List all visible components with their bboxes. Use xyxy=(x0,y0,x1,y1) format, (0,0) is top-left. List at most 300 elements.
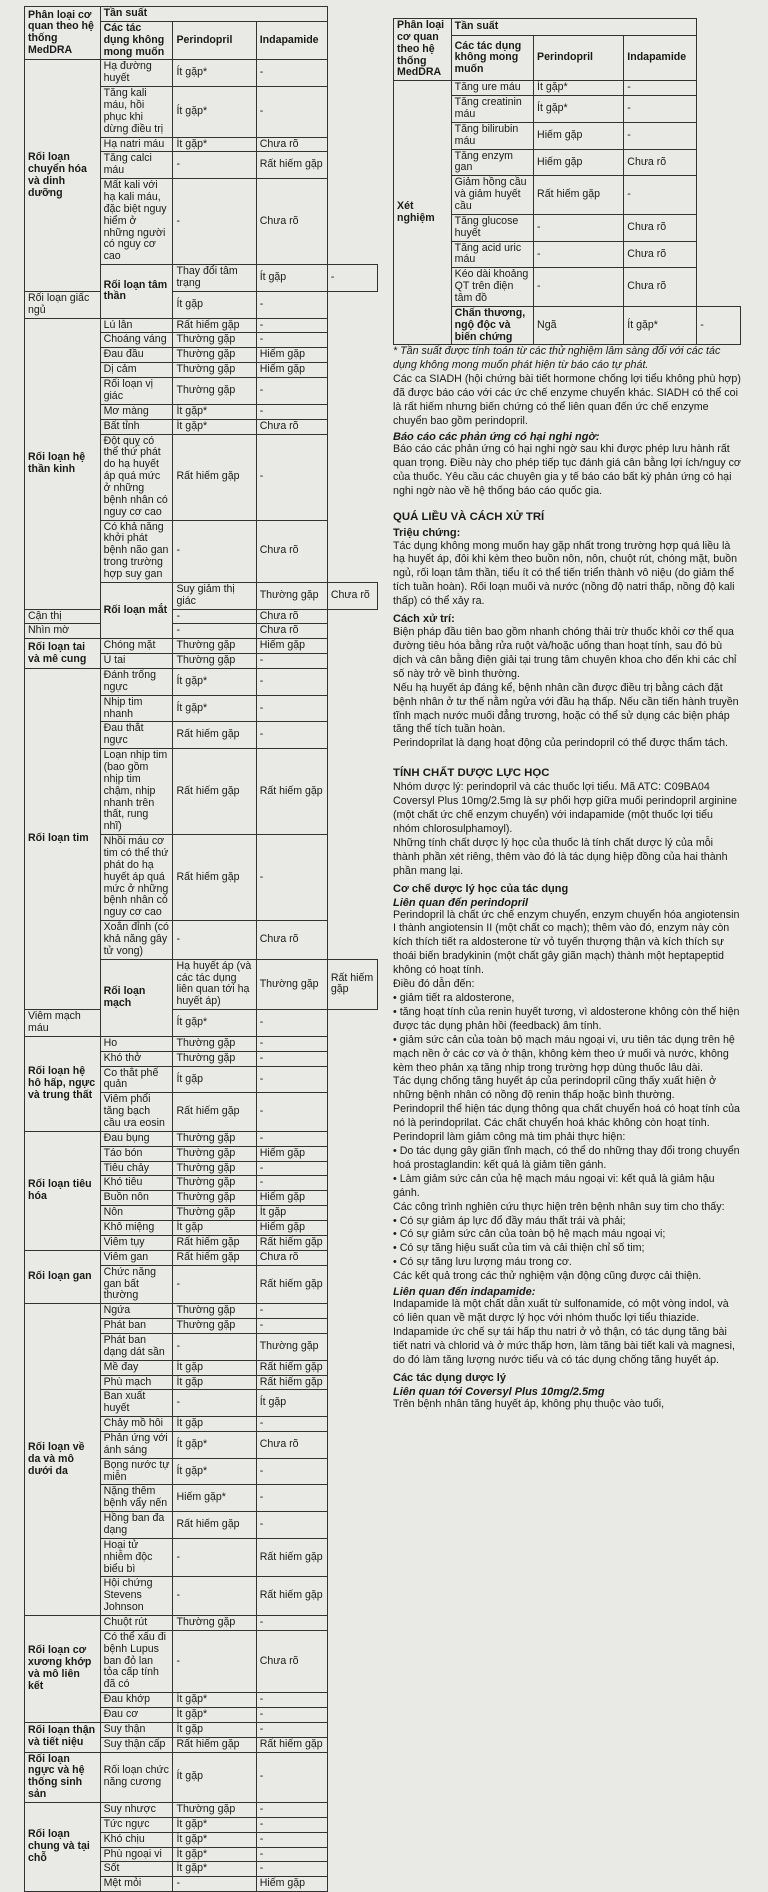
indapamide-frequency-cell: Rất hiếm gặp xyxy=(256,1737,327,1752)
antihypertensive-paragraph: Tác dụng chống tăng huyết áp của perindopril cũng thấy xuất hiện ở những bệnh nhân có nồng độ renin thấp hoặc bình thường. xyxy=(393,1075,717,1102)
perindopril-frequency-cell: - xyxy=(173,624,256,639)
indapamide-frequency-cell: - xyxy=(256,668,327,695)
adverse-effect-cell: Đau thắt ngực xyxy=(100,722,173,749)
perindopril-frequency-cell: Thường gặp xyxy=(173,1319,256,1334)
adverse-effect-cell: Tiêu chảy xyxy=(100,1161,173,1176)
perindopril-frequency-cell: Ít gặp xyxy=(173,1417,256,1432)
perindopril-paragraph: Perindopril là chất ức chế enzym chuyển, enzym chuyển hóa angiotensin I thành angiotensin II (một chất co mạch); thêm vào đó, enzym này còn kích thích tiết ra aldosterone từ vỏ tuyến thượng thận và kích thích sự thoái biến bradykinin (một chất gây giãn mạch) thành một heptapeptid không có hoạt tính. xyxy=(393,908,740,977)
organ-class-cell: Xét nghiệm xyxy=(394,81,452,345)
table-row xyxy=(25,668,378,695)
organ-class-cell: Rối loạn cơ xương khớp và mô liên kết xyxy=(25,1615,101,1722)
adverse-effect-cell: Chóng mặt xyxy=(100,639,173,654)
indapamide-frequency-cell: - xyxy=(624,122,697,149)
adverse-effect-cell: Hạ huyết áp (và các tác dụng liên quan tới hạ huyết áp) xyxy=(173,959,256,1009)
studies-paragraph: Các công trình nghiên cứu thực hiện trên bệnh nhân suy tim cho thấy: xyxy=(393,1200,725,1213)
organ-class-cell: Rối loạn chuyển hóa và dinh dưỡng xyxy=(25,60,101,291)
perindopril-frequency-cell: Thường gặp xyxy=(173,1304,256,1319)
adverse-effect-cell: Loạn nhịp tim (bao gồm nhịp tim chậm, nhịp nhanh trên thất, rung nhĩ) xyxy=(100,749,173,835)
indapamide-frequency-cell: Chưa rõ xyxy=(256,921,327,960)
indapamide-frequency-cell: Chưa rõ xyxy=(624,214,697,241)
perindopril-frequency-cell: Ít gặp* xyxy=(173,1010,256,1037)
adverse-effect-cell: Mề đay xyxy=(100,1360,173,1375)
indapamide-frequency-cell: - xyxy=(624,176,697,215)
adverse-effect-cell: Khó chịu xyxy=(100,1832,173,1847)
symptoms-paragraph: Tác dụng không mong muốn hay gặp nhất trong trường hợp quá liều là hạ huyết áp, đôi khi kèm theo buồn nôn, nôn, chuột rút, chóng mặt, buồn ngủ, rối loạn tâm thần, tiểu ít có thể tiến triển thành vô niệu (do giảm thể tích tuần hoàn). Rối loạn muối và nước (nồng độ natri thấp, nồng độ kali thấp) có thể xảy ra. xyxy=(393,539,738,608)
adverse-effect-cell: Nặng thêm bệnh vẩy nến xyxy=(100,1485,173,1512)
indapamide-frequency-cell: Chưa rõ xyxy=(256,137,327,152)
adverse-effect-cell: Tăng ure máu xyxy=(451,81,533,96)
perindopril-frequency-cell: Ít gặp* xyxy=(173,1847,256,1862)
organ-class-header: Phân loại cơ quan theo hệ thống MedDRA xyxy=(394,19,452,81)
left-column xyxy=(24,6,378,1892)
treatment-heading: Cách xử trí: xyxy=(393,613,455,626)
indapamide-frequency-cell: - xyxy=(256,1708,327,1723)
right-column xyxy=(393,18,741,1411)
adverse-effect-cell: Choáng váng xyxy=(100,333,173,348)
table-header-row xyxy=(25,7,378,22)
pharm-properties: Những tính chất dược lý học của thuốc là tính chất dược lý của mỗi thành phần xét riêng, thêm vào đó là tác dụng hiệp đồng của hai thành phần mang lại. xyxy=(393,836,728,877)
perindopril-frequency-cell: Ít gặp xyxy=(173,1375,256,1390)
table-row xyxy=(25,624,378,639)
perindopril-frequency-cell: - xyxy=(173,1265,256,1304)
adverse-effect-cell: Rối loạn chức năng cương xyxy=(100,1752,173,1802)
pharmacodynamics-heading: TÍNH CHẤT DƯỢC LỰC HỌC xyxy=(393,767,550,780)
indapamide-frequency-cell: Ít gặp xyxy=(256,1390,327,1417)
organ-class-cell: Rối loạn tai và mê cung xyxy=(25,639,101,669)
indapamide-frequency-cell: Chưa rõ xyxy=(256,609,327,624)
indapamide-frequency-cell: - xyxy=(256,1093,327,1132)
mechanism-heading: Cơ chế dược lý học của tác dụng xyxy=(393,882,569,895)
leads-to: Điều đó dẫn đến: xyxy=(393,978,475,991)
adverse-effect-cell: Nhịp tim nhanh xyxy=(100,695,173,722)
adverse-effect-cell: Viêm tụy xyxy=(100,1235,173,1250)
effects-heading: Các tác dụng dược lý xyxy=(393,1371,506,1384)
adverse-effect-cell: Nhồi máu cơ tim có thể thứ phát do hạ huyết áp quá mức ở những bệnh nhân có nguy cơ cao xyxy=(100,835,173,921)
organ-class-cell: Rối loạn thận và tiết niệu xyxy=(25,1722,101,1752)
frequency-header: Tần suất xyxy=(451,19,697,36)
adverse-effect-cell: Khó tiêu xyxy=(100,1176,173,1191)
frequency-header: Tần suất xyxy=(100,7,327,22)
symptoms-heading: Triệu chứng: xyxy=(393,526,461,539)
indapamide-frequency-cell: Chưa rõ xyxy=(256,419,327,434)
indapamide-frequency-cell: Rất hiếm gặp xyxy=(256,1360,327,1375)
perindopril-frequency-cell: Thường gặp xyxy=(173,654,256,669)
perindopril-frequency-cell: - xyxy=(173,1333,256,1360)
indapamide-frequency-cell: - xyxy=(256,1862,327,1877)
indapamide-frequency-cell: - xyxy=(256,1161,327,1176)
table-body xyxy=(394,81,741,345)
organ-class-cell: Rối loạn mắt xyxy=(100,582,173,638)
indapamide-frequency-cell: - xyxy=(256,1485,327,1512)
indapamide-frequency-cell: Hiếm gặp xyxy=(256,348,327,363)
adverse-effect-cell: Bất tỉnh xyxy=(100,419,173,434)
adverse-effect-cell: Tăng glucose huyết xyxy=(451,214,533,241)
indapamide-frequency-cell: Hiếm gặp xyxy=(256,1877,327,1892)
indapamide-frequency-cell: Rất hiếm gặp xyxy=(256,1375,327,1390)
bullet: • Có sự giảm áp lực đổ đầy máu thất trái và phải; xyxy=(393,1214,626,1227)
metabolite-paragraph: Perindopril thể hiện tác dụng thông qua chất chuyển hoá có hoạt tính của nó là perindoprilat. Các chất chuyển hoá khác không còn hoạt tính. xyxy=(393,1103,741,1130)
indapamide-frequency-cell: Chưa rõ xyxy=(256,1431,327,1458)
adverse-effect-cell: Tăng kali máu, hồi phục khi dừng điều trị xyxy=(100,87,173,137)
indapamide-frequency-cell: Chưa rõ xyxy=(624,241,697,268)
adverse-effect-cell: Táo bón xyxy=(100,1146,173,1161)
indapamide-frequency-cell: - xyxy=(624,96,697,123)
organ-class-cell: Rối loạn gan xyxy=(25,1250,101,1303)
report-heading: Báo cáo các phản ứng có hại nghi ngờ: xyxy=(393,430,600,443)
perindopril-frequency-cell: Rất hiếm gặp xyxy=(534,176,624,215)
adverse-effect-cell: Hạ natri máu xyxy=(100,137,173,152)
indapamide-frequency-cell: - xyxy=(256,1417,327,1432)
perindopril-header: Perindopril xyxy=(173,21,256,60)
adverse-effect-cell: Nôn xyxy=(100,1206,173,1221)
adverse-effect-cell: Bọng nước tự miễn xyxy=(100,1458,173,1485)
perindopril-frequency-cell: Thường gặp xyxy=(173,1131,256,1146)
indapamide-frequency-cell: - xyxy=(256,434,327,520)
adverse-effect-cell: Ho xyxy=(100,1036,173,1051)
perindopril-frequency-cell: Ít gặp* xyxy=(173,1431,256,1458)
perindopril-frequency-cell: Rất hiếm gặp xyxy=(173,1250,256,1265)
perindopril-frequency-cell: Rất hiếm gặp xyxy=(173,434,256,520)
indapamide-frequency-cell: - xyxy=(256,1036,327,1051)
indapamide-frequency-cell: - xyxy=(256,1176,327,1191)
adverse-effect-cell: Tức ngực xyxy=(100,1817,173,1832)
indapamide-frequency-cell: - xyxy=(256,1847,327,1862)
table-body xyxy=(25,60,378,1892)
siadh-paragraph: Các ca SIADH (hội chứng bài tiết hormone chống lợi tiểu không phù hợp) đã được báo cáo với các ức chế enzyme chuyển khác. SIADH có thể coi là rất hiếm nhưng biến chứng có thể liên quan đến ức chế enzyme chuyển bao gồm perindopril. xyxy=(393,373,741,428)
adverse-effect-cell: Nhìn mờ xyxy=(25,624,101,639)
perindopril-frequency-cell: Thường gặp xyxy=(173,639,256,654)
adverse-effect-cell: Khó thở xyxy=(100,1051,173,1066)
indapamide-frequency-cell: - xyxy=(256,291,327,318)
perindopril-frequency-cell: Thường gặp xyxy=(256,959,327,1009)
indapamide-frequency-cell: - xyxy=(256,1722,327,1737)
organ-class-cell: Rối loạn chung và tại chỗ xyxy=(25,1803,101,1892)
indapamide-frequency-cell: Chưa rõ xyxy=(327,582,377,609)
perindopril-frequency-cell: Thường gặp xyxy=(173,1803,256,1818)
indapamide-frequency-cell: - xyxy=(256,1131,327,1146)
indapamide-frequency-cell: Chưa rõ xyxy=(256,179,327,265)
bullet: • tăng hoạt tính của renin huyết tương, vì aldosterone không còn thể hiện được tác dụng phản hồi (feedback) âm tính. xyxy=(393,1005,740,1032)
adverse-effect-cell: Lú lẫn xyxy=(100,318,173,333)
perindopril-frequency-cell: Rất hiếm gặp xyxy=(173,318,256,333)
table-row xyxy=(25,1722,378,1737)
adverse-effect-cell: Giảm hồng cầu và giảm huyết cầu xyxy=(451,176,533,215)
pharm-group: Nhóm dược lý: perindopril và các thuốc lợi tiểu. Mã ATC: C09BA04 xyxy=(393,781,710,794)
adverse-effects-table-continued xyxy=(393,18,741,345)
perindopril-frequency-cell: Ít gặp xyxy=(173,1722,256,1737)
indapamide-frequency-cell: Rất hiếm gặp xyxy=(256,1538,327,1577)
indapamide-frequency-cell: Hiếm gặp xyxy=(256,1191,327,1206)
treatment-paragraph-3: Perindoprilat là dạng hoạt động của perindopril có thể được thẩm tách. xyxy=(393,737,728,750)
perindopril-frequency-cell: Rất hiếm gặp xyxy=(173,1512,256,1539)
report-paragraph: Báo cáo các phản ứng có hại nghi ngờ sau khi được phép lưu hành rất quan trọng. Điều này cho phép tiếp tục đánh giá cân bằng lợi ích/nguy cơ của thuốc. Yêu cầu các chuyên gia y tế báo cáo bất kỳ phản ứng có hại nghi ngờ nào về hệ thống báo cáo quốc gia. xyxy=(393,442,741,497)
perindopril-frequency-cell: - xyxy=(173,609,256,624)
perindopril-frequency-cell: Ít gặp* xyxy=(173,1708,256,1723)
adverse-effect-cell: Buồn nôn xyxy=(100,1191,173,1206)
perindopril-header: Perindopril xyxy=(534,36,624,81)
adverse-effect-cell: Ù tai xyxy=(100,654,173,669)
adverse-effect-cell: Đánh trống ngực xyxy=(100,668,173,695)
perindopril-frequency-cell: Ít gặp xyxy=(173,291,256,318)
table-row xyxy=(25,1250,378,1265)
adverse-effect-cell: Phát ban xyxy=(100,1319,173,1334)
organ-class-cell: Rối loạn về da và mô dưới da xyxy=(25,1304,101,1616)
indapamide-frequency-cell: - xyxy=(697,306,741,345)
perindopril-frequency-cell: - xyxy=(173,1877,256,1892)
pharm-description: Coversyl Plus 10mg/2.5mg là sự phối hợp giữa muối perindopril arginine (một chất ức chế enzym chuyển) với indapamide (một thuốc lợi tiểu nhóm chlorosulphamoyl). xyxy=(393,795,737,835)
perindopril-frequency-cell: Thường gặp xyxy=(173,1036,256,1051)
organ-class-cell: Rối loạn hệ hô hấp, ngực và trung thất xyxy=(25,1036,101,1131)
perindopril-frequency-cell: - xyxy=(173,1390,256,1417)
indapamide-frequency-cell: Hiếm gặp xyxy=(256,639,327,654)
adverse-effect-cell: Suy giảm thị giác xyxy=(173,582,256,609)
adverse-effect-cell: Viêm phổi tăng bạch cầu ưa eosin xyxy=(100,1093,173,1132)
perindopril-frequency-cell: Rất hiếm gặp xyxy=(173,1235,256,1250)
perindopril-frequency-cell: Ít gặp xyxy=(256,265,327,292)
perindopril-frequency-cell: Ít gặp* xyxy=(173,137,256,152)
adverse-effect-cell: Tăng calci máu xyxy=(100,152,173,179)
adverse-effect-cell: Khô miệng xyxy=(100,1221,173,1236)
adverse-effect-cell: Phản ứng với ánh sáng xyxy=(100,1431,173,1458)
adverse-effect-cell: Suy nhược xyxy=(100,1803,173,1818)
bullet: • Có sự tăng hiệu suất của tim và cải thiện chỉ số tim; xyxy=(393,1242,645,1255)
adverse-effect-cell: Co thắt phế quản xyxy=(100,1066,173,1093)
perindopril-frequency-cell: - xyxy=(534,214,624,241)
perindopril-frequency-cell: Thường gặp xyxy=(173,333,256,348)
adverse-effect-cell: Tăng bilirubin máu xyxy=(451,122,533,149)
adverse-effect-cell: Hội chứng Stevens Johnson xyxy=(100,1577,173,1616)
indapamide-frequency-cell: - xyxy=(624,81,697,96)
adverse-effect-cell: Phù ngoại vi xyxy=(100,1847,173,1862)
perindopril-frequency-cell: Ít gặp* xyxy=(173,1832,256,1847)
indapamide-header: Indapamide xyxy=(256,21,327,60)
indapamide-frequency-cell: Chưa rõ xyxy=(624,149,697,176)
overdose-heading: QUÁ LIỀU VÀ CÁCH XỬ TRÍ xyxy=(393,510,545,523)
adverse-effects-header: Các tác dụng không mong muốn xyxy=(100,21,173,60)
adverse-effect-cell: Viêm gan xyxy=(100,1250,173,1265)
indapamide-frequency-cell: - xyxy=(256,722,327,749)
adverse-effects-header: Các tác dụng không mong muốn xyxy=(451,36,533,81)
organ-class-header: Phân loại cơ quan theo hệ thống MedDRA xyxy=(25,7,101,60)
indapamide-frequency-cell: - xyxy=(256,1615,327,1630)
indapamide-frequency-cell: Hiếm gặp xyxy=(256,1221,327,1236)
adverse-effect-cell: Tăng acid uric máu xyxy=(451,241,533,268)
adverse-effect-cell: Đau đầu xyxy=(100,348,173,363)
indapamide-frequency-cell: Thường gặp xyxy=(256,1333,327,1360)
perindopril-frequency-cell: Ít gặp* xyxy=(173,1862,256,1877)
table-row xyxy=(25,639,378,654)
perindopril-frequency-cell: Thường gặp xyxy=(173,1206,256,1221)
indapamide-frequency-cell: - xyxy=(256,1066,327,1093)
indapamide-frequency-cell: - xyxy=(256,1512,327,1539)
adverse-effect-cell: Hồng ban đa dạng xyxy=(100,1512,173,1539)
perindopril-frequency-cell: Rất hiếm gặp xyxy=(173,835,256,921)
indapamide-frequency-cell: - xyxy=(256,835,327,921)
perindopril-frequency-cell: Ít gặp* xyxy=(173,60,256,87)
perindopril-frequency-cell: Hiếm gặp* xyxy=(173,1485,256,1512)
perindopril-frequency-cell: Rất hiếm gặp xyxy=(173,1093,256,1132)
adverse-effect-cell: Phát ban dạng dát sần xyxy=(100,1333,173,1360)
adverse-effect-cell: Rối loạn vị giác xyxy=(100,378,173,405)
indapamide-frequency-cell: Chưa rõ xyxy=(624,268,697,307)
perindopril-frequency-cell: Ít gặp xyxy=(173,1066,256,1093)
perindopril-frequency-cell: Rất hiếm gặp xyxy=(173,749,256,835)
table-row xyxy=(394,81,741,96)
indapamide-frequency-cell: Rất hiếm gặp xyxy=(256,1577,327,1616)
reduces-work: Perindopril làm giảm công mà tim phải thực hiện: xyxy=(393,1131,626,1144)
perindopril-frequency-cell: - xyxy=(173,179,256,265)
perindopril-frequency-cell: Rất hiếm gặp xyxy=(173,1737,256,1752)
table-row xyxy=(25,291,378,318)
adverse-effect-cell: Mơ màng xyxy=(100,404,173,419)
perindopril-frequency-cell: Ít gặp xyxy=(173,1221,256,1236)
organ-class-cell: Rối loạn mạch xyxy=(100,959,173,1036)
perindopril-frequency-cell: Thường gặp xyxy=(173,1051,256,1066)
indapamide-frequency-cell: Rất hiếm gặp xyxy=(327,959,377,1009)
indapamide-frequency-cell: Chưa rõ xyxy=(256,520,327,582)
table-row xyxy=(25,1803,378,1818)
bullet: • giảm sức cản của toàn bộ mạch máu ngoại vi, ưu tiên tác dụng trên hệ mạch nền ở các cơ và ở thận, không kèm theo ứ muối và nước, không kèm theo phản xạ tăng nhịp trong trường hợp dùng thuốc lâu dài. xyxy=(393,1033,735,1074)
adverse-effect-cell: Có thể xấu đi bệnh Lupus ban đỏ lan tỏa cấp tính đã có xyxy=(100,1630,173,1692)
perindopril-frequency-cell: - xyxy=(173,152,256,179)
perindopril-frequency-cell: - xyxy=(173,1538,256,1577)
bullet: • Có sự giảm sức cản của toàn bộ hệ mạch máu ngoại vi; xyxy=(393,1228,666,1241)
adverse-effect-cell: Ngã xyxy=(534,306,624,345)
table-row xyxy=(25,60,378,87)
adverse-effect-cell: Hạ đường huyết xyxy=(100,60,173,87)
treatment-paragraph-2: Nếu hạ huyết áp đáng kể, bệnh nhân cần được điều trị bằng cách đặt bệnh nhân ở tư thế nằm ngửa với đầu hạ thấp. Nếu cần tiến hành truyền tĩnh mạch nước muối đẳng trương, hoặc có thể sử dụng các biện pháp tăng thể tích tuần hoàn. xyxy=(393,681,739,736)
organ-class-cell: Rối loạn ngực và hệ thống sinh sản xyxy=(25,1752,101,1802)
adverse-effect-cell: Suy thận xyxy=(100,1722,173,1737)
adverse-effect-cell: Mệt mỏi xyxy=(100,1877,173,1892)
indapamide-frequency-cell: - xyxy=(256,404,327,419)
adverse-effect-cell: Đau bụng xyxy=(100,1131,173,1146)
perindopril-frequency-cell: Ít gặp* xyxy=(534,81,624,96)
bullet: • Có sự tăng lưu lượng máu trong cơ. xyxy=(393,1256,572,1269)
perindopril-frequency-cell: Ít gặp* xyxy=(173,668,256,695)
perindopril-frequency-cell: - xyxy=(534,268,624,307)
perindopril-frequency-cell: Thường gặp xyxy=(173,1191,256,1206)
adverse-effect-cell: Kéo dài khoảng QT trên điện tâm đồ xyxy=(451,268,533,307)
table-row xyxy=(25,1010,378,1037)
perindopril-frequency-cell: - xyxy=(534,241,624,268)
perindopril-frequency-cell: Ít gặp* xyxy=(173,404,256,419)
adverse-effects-table xyxy=(24,6,378,1892)
perindopril-frequency-cell: Ít gặp* xyxy=(173,87,256,137)
indapamide-frequency-cell: - xyxy=(256,1752,327,1802)
indapamide-frequency-cell: Rất hiếm gặp xyxy=(256,1235,327,1250)
adverse-effect-cell: Đau cơ xyxy=(100,1708,173,1723)
adverse-effect-cell: Chức năng gan bất thường xyxy=(100,1265,173,1304)
indapamide-frequency-cell: Hiếm gặp xyxy=(256,1146,327,1161)
perindopril-frequency-cell: - xyxy=(173,921,256,960)
adverse-effect-cell: Sốt xyxy=(100,1862,173,1877)
indapamide-frequency-cell: Ít gặp xyxy=(256,1206,327,1221)
adverse-effect-cell: Tăng creatinin máu xyxy=(451,96,533,123)
perindopril-frequency-cell: Rất hiếm gặp xyxy=(173,722,256,749)
table-row xyxy=(25,609,378,624)
indapamide-frequency-cell: - xyxy=(256,60,327,87)
indapamide-frequency-cell: - xyxy=(256,1304,327,1319)
perindopril-frequency-cell: Ít gặp xyxy=(173,1752,256,1802)
adverse-effect-cell: Phù mạch xyxy=(100,1375,173,1390)
indapamide-frequency-cell: - xyxy=(256,1010,327,1037)
perindopril-frequency-cell: - xyxy=(173,1577,256,1616)
adverse-effect-cell: Viêm mạch máu xyxy=(25,1010,101,1037)
perindopril-frequency-cell: - xyxy=(173,520,256,582)
table-header-row xyxy=(394,19,741,36)
adverse-effect-cell: Đau khớp xyxy=(100,1693,173,1708)
perindopril-frequency-cell: Hiếm gặp xyxy=(534,149,624,176)
perindopril-frequency-cell: Thường gặp xyxy=(173,1161,256,1176)
indapamide-header: Indapamide xyxy=(624,36,697,81)
indapamide-frequency-cell: - xyxy=(256,1319,327,1334)
perindopril-frequency-cell: Ít gặp* xyxy=(173,1458,256,1485)
adverse-effect-cell: Xoắn đỉnh (có khả năng gây tử vong) xyxy=(100,921,173,960)
table-row xyxy=(25,1752,378,1802)
indapamide-frequency-cell: - xyxy=(256,1832,327,1847)
adverse-effect-cell: Có khả năng khởi phát bệnh não gan trong trường hợp suy gan xyxy=(100,520,173,582)
perindopril-frequency-cell: Ít gặp* xyxy=(173,419,256,434)
adverse-effect-cell: Suy thận cấp xyxy=(100,1737,173,1752)
body-text xyxy=(393,345,741,1411)
indapamide-frequency-cell: Chưa rõ xyxy=(256,624,327,639)
indapamide-frequency-cell: - xyxy=(256,1817,327,1832)
perindopril-frequency-cell: Thường gặp xyxy=(173,378,256,405)
coversyl-paragraph: Trên bệnh nhân tăng huyết áp, không phụ thuộc vào tuổi, xyxy=(393,1397,665,1410)
treatment-paragraph-1: Biện pháp đầu tiên bao gồm nhanh chóng thải trừ thuốc khỏi cơ thể qua đường tiêu hóa bằng rửa ruột và/hoặc uống than hoạt tính, sau đó bù dịch và cân bằng điện giải tại trung tâm chuyên khoa cho đến khi các chỉ số này trở về bình thường. xyxy=(393,626,737,680)
perindopril-subheading: Liên quan đến perindopril xyxy=(393,896,529,909)
organ-class-cell: Rối loạn tim xyxy=(25,668,101,1009)
indapamide-frequency-cell: - xyxy=(256,1693,327,1708)
perindopril-frequency-cell: Hiếm gặp xyxy=(534,122,624,149)
organ-class-cell: Rối loạn hệ thần kinh xyxy=(25,318,101,609)
indapamide-frequency-cell: Chưa rõ xyxy=(256,1630,327,1692)
adverse-effect-cell: Ngứa xyxy=(100,1304,173,1319)
coversyl-subheading: Liên quan tới Coversyl Plus 10mg/2.5mg xyxy=(393,1385,605,1398)
table-row xyxy=(25,318,378,333)
indapamide-frequency-cell: - xyxy=(256,1803,327,1818)
indapamide-frequency-cell: Rất hiếm gặp xyxy=(256,152,327,179)
perindopril-frequency-cell: Ít gặp* xyxy=(534,96,624,123)
perindopril-frequency-cell: Ít gặp* xyxy=(173,695,256,722)
adverse-effect-cell: Dị cảm xyxy=(100,363,173,378)
adverse-effect-cell: Thay đổi tâm trạng xyxy=(173,265,256,292)
indapamide-frequency-cell: - xyxy=(256,1458,327,1485)
indapamide-frequency-cell: - xyxy=(327,265,377,292)
table-row xyxy=(25,1304,378,1319)
indapamide-frequency-cell: - xyxy=(256,695,327,722)
organ-class-cell: Rối loạn tiêu hóa xyxy=(25,1131,101,1250)
perindopril-frequency-cell: Ít gặp xyxy=(173,1360,256,1375)
perindopril-frequency-cell: Ít gặp* xyxy=(173,1817,256,1832)
bullet: • giảm tiết ra aldosterone, xyxy=(393,992,515,1005)
perindopril-frequency-cell: Thường gặp xyxy=(256,582,327,609)
bullet: • Làm giảm sức cản của hệ mạch máu ngoại vi: kết quả là giảm hậu gánh. xyxy=(393,1172,715,1199)
bullet: • Do tác dụng gây giãn tĩnh mạch, có thể do những thay đổi trong chuyển hoá prostaglandin: kết quả là giảm tiền gánh. xyxy=(393,1144,740,1171)
adverse-effect-cell: Rối loạn giấc ngủ xyxy=(25,291,101,318)
results-paragraph: Các kết quả trong các thử nghiệm vận động cũng được cải thiện. xyxy=(393,1270,702,1283)
adverse-effect-cell: Tăng enzym gan xyxy=(451,149,533,176)
organ-class-cell: Rối loạn tâm thần xyxy=(100,265,173,318)
perindopril-frequency-cell: - xyxy=(173,1630,256,1692)
indapamide-paragraph: Indapamide là một chất dẫn xuất từ sulfonamide, có một vòng indol, và có liên quan về mặt dược lý học với nhóm thuốc lợi tiểu thiazide. Indapamide ức chế sự tái hấp thu natri ở vỏ thận, có tác dụng tăng bài tiết natri và chlorid và ở mức thấp hơn, làm tăng bài tiết kali và magnesi, do đó làm tăng lượng nước tiểu và có tác dụng chống tăng huyết áp. xyxy=(393,1298,735,1366)
indapamide-frequency-cell: - xyxy=(256,333,327,348)
adverse-effect-cell: Chảy mồ hôi xyxy=(100,1417,173,1432)
indapamide-frequency-cell: Hiếm gặp xyxy=(256,363,327,378)
adverse-effect-cell: Hoại tử nhiễm độc biểu bì xyxy=(100,1538,173,1577)
adverse-effect-cell: Ban xuất huyết xyxy=(100,1390,173,1417)
